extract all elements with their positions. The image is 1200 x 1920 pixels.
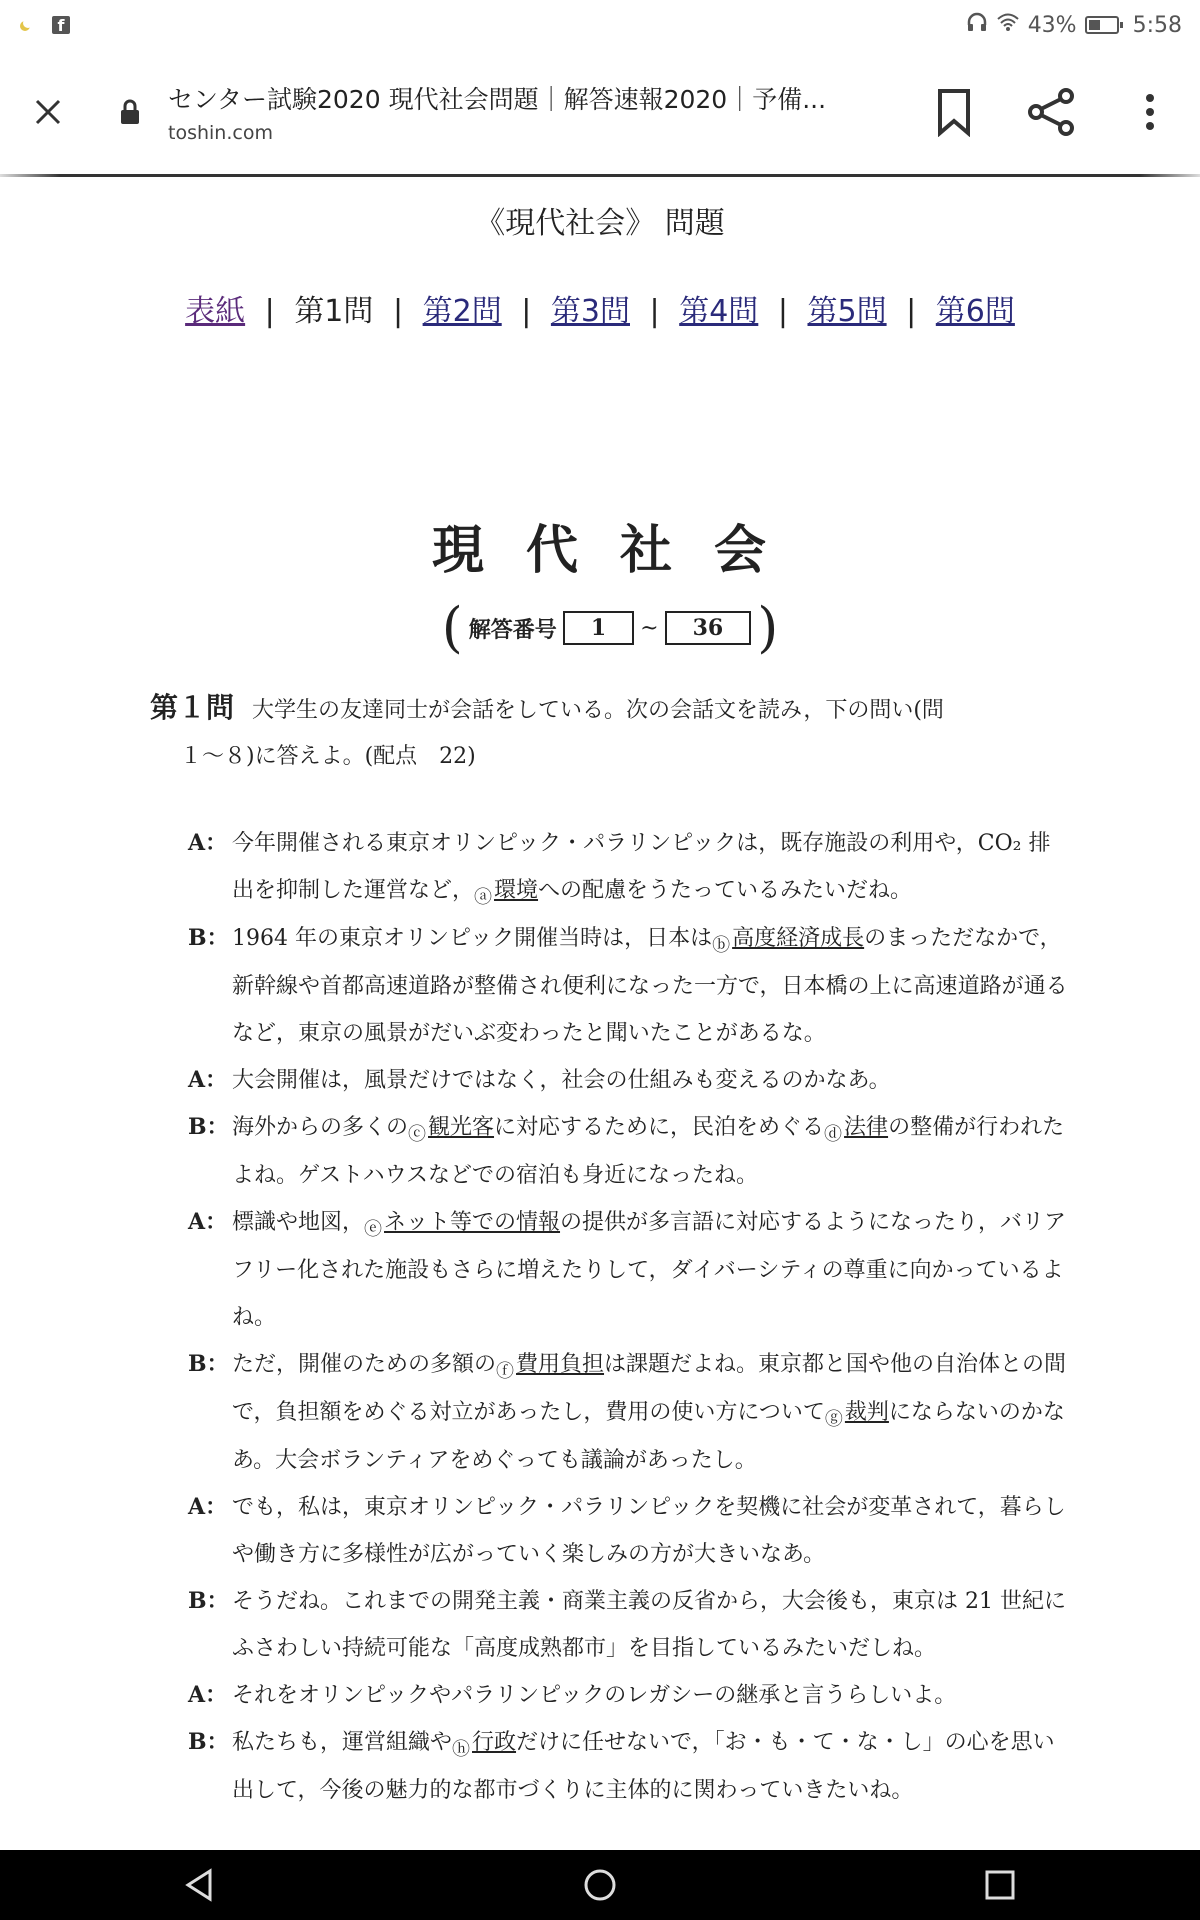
utterance-text: の提供が多言語に対応するようになったり，バリアフリー化された施設もさらに増えたりして，ダイバーシティの尊重に向かっているよね。: [232, 1210, 1067, 1330]
bookmark-button[interactable]: [924, 82, 984, 142]
circled-marker: ⓗ: [452, 1739, 471, 1760]
url-area[interactable]: [168, 80, 888, 144]
dialogue-turn: [188, 1199, 1070, 1341]
battery-fill: [1089, 20, 1100, 30]
utterance-text: の整備が行われたよね。ゲストハウスなどでの宿泊も身近になったね。: [232, 1115, 1065, 1188]
dialogue: [150, 820, 1070, 1814]
speaker-label: A：: [188, 1682, 228, 1708]
nav-separator: |: [649, 294, 660, 329]
utterance: [232, 820, 1070, 915]
utterance: [232, 1341, 1070, 1484]
speaker-label: A：: [188, 1067, 228, 1093]
nav-link-q2[interactable]: 第2問: [422, 294, 502, 329]
answer-start-box: 1: [563, 611, 634, 645]
close-icon: [32, 96, 64, 128]
home-circle-icon: [582, 1867, 618, 1903]
utterance: [232, 1578, 1070, 1672]
toolbar-divider: [0, 174, 1200, 177]
nav-separator: |: [264, 294, 275, 329]
utterance-text: 海外からの多くの: [232, 1115, 409, 1140]
nav-link-q6[interactable]: 第6問: [935, 294, 1015, 329]
utterance-text: だけに任せないで，「お・も・て・な・し」の心を思い出して，今後の魅力的な都市づくりに主体的に関わっていきたいね。: [232, 1730, 1055, 1803]
question-header: [150, 685, 1070, 780]
utterance: [232, 1719, 1070, 1814]
nav-separator: |: [906, 294, 917, 329]
dialogue-turn: [188, 820, 1070, 915]
recents-square-icon: [982, 1867, 1018, 1903]
domain-text: toshin.com: [168, 122, 273, 144]
headphones-icon: [966, 11, 988, 39]
utterance-text: それをオリンピックやパラリンピックのレガシーの継承と言うらしいよ。: [232, 1683, 957, 1708]
dialogue-turn: [188, 1104, 1070, 1199]
utterance-text: への配慮をうたっているみたいだね。: [538, 878, 913, 903]
answer-end-box: 36: [665, 611, 752, 645]
back-button[interactable]: [165, 1850, 235, 1920]
utterance-text: でも，私は，東京オリンピック・パラリンピックを契機に社会が変革されて，暮らしや働き方に多様性が広がっていく楽しみの方が大きいなあ。: [232, 1495, 1066, 1567]
utterance-text: 今年開催される東京オリンピック・パラリンピックは，既存施設の利用や，CO₂ 排出を抑制した運営など，: [232, 831, 1051, 903]
circled-marker: ⓑ: [712, 935, 731, 956]
back-triangle-icon: [182, 1867, 218, 1903]
underlined-term: 行政: [472, 1730, 517, 1755]
dialogue-turn: [188, 1057, 1070, 1104]
speaker-label: A：: [188, 1209, 228, 1235]
section-title: 《現代社会》 問題: [475, 206, 725, 241]
utterance-text: 大会開催は，風景だけではなく，社会の仕組みも変えるのかなあ。: [232, 1068, 891, 1093]
battery-icon: [1085, 16, 1119, 34]
circled-marker: ⓕ: [496, 1361, 515, 1382]
clock: 5:58: [1132, 12, 1182, 38]
utterance: [232, 1199, 1070, 1341]
utterance-text: は課題だよね。東京都と国や他の自治体との間で，負担額をめぐる対立があったし，費用の使い方について: [232, 1352, 1067, 1425]
share-button[interactable]: [1022, 82, 1082, 142]
nav-link-q3[interactable]: 第3問: [550, 294, 630, 329]
answer-label: 解答番号: [468, 616, 557, 643]
utterance: [232, 1672, 1070, 1719]
utterance-text: にならないのかなあ。大会ボランティアをめぐっても議論があったし。: [232, 1400, 1065, 1473]
dialogue-turn: [188, 1578, 1070, 1672]
nav-link-q4[interactable]: 第4問: [679, 294, 759, 329]
speaker-label: B：: [188, 1588, 229, 1614]
page-title: センター試験2020 現代社会問題｜解答速報2020｜予備...: [168, 85, 827, 114]
lock-icon: [112, 99, 148, 125]
speaker-label: B：: [188, 1114, 229, 1140]
utterance-text: 私たちも，運営組織や: [232, 1730, 453, 1755]
close-button[interactable]: [0, 64, 96, 160]
status-bar: [0, 0, 1200, 50]
moon-icon: [18, 15, 38, 35]
circled-marker: ⓐ: [474, 887, 493, 908]
utterance-text: のまっただなかで，新幹線や首都高速道路が整備され便利になった一方で，日本橋の上に高速道路が通るなど，東京の風景がだいぶ変わったと聞いたことがあるな。: [232, 926, 1068, 1046]
dialogue-turn: [188, 1341, 1070, 1484]
answer-tilde: ~: [640, 615, 659, 641]
circled-marker: ⓖ: [824, 1409, 843, 1430]
nav-current-q1: 第1問: [294, 294, 374, 329]
question-text-cont: １～８)に答えよ。(配点 22): [180, 744, 476, 769]
speaker-label: B：: [188, 925, 229, 951]
dialogue-turn: [188, 1484, 1070, 1578]
utterance-text: ただ，開催のための多額の: [232, 1352, 497, 1377]
underlined-term: 環境: [494, 878, 539, 903]
utterance: [232, 1484, 1070, 1578]
underlined-term: 観光客: [428, 1115, 495, 1140]
speaker-label: A：: [188, 1494, 228, 1520]
utterance-text: 1964 年の東京オリンピック開催当時は，日本は: [232, 926, 713, 951]
bookmark-icon: [934, 87, 974, 137]
utterance-text: そうだね。これまでの開発主義・商業主義の反省から，大会後も，東京は 21 世紀にふさわしい持続可能な「高度成熟都市」を目指しているみたいだしね。: [232, 1589, 1066, 1661]
speaker-label: B：: [188, 1351, 229, 1377]
question-text: 大学生の友達同士が会話をしている。次の会話文を読み，下の問い(問: [252, 698, 944, 723]
utterance: [232, 1104, 1070, 1199]
question-nav: [0, 286, 1200, 330]
nav-separator: |: [392, 294, 404, 329]
circled-marker: ⓒ: [408, 1124, 427, 1145]
utterance: [232, 915, 1070, 1057]
more-options-button[interactable]: [1120, 82, 1180, 142]
dialogue-turn: [188, 1672, 1070, 1719]
answer-range: ( 解答番号 1 ~ 36 ): [441, 596, 779, 659]
nav-link-q5[interactable]: 第5問: [807, 294, 887, 329]
facebook-icon: f: [52, 16, 70, 34]
speaker-label: A：: [188, 830, 228, 856]
underlined-term: 法律: [844, 1115, 889, 1140]
custom-tab-toolbar: [0, 50, 1200, 174]
circled-marker: ⓔ: [364, 1219, 383, 1240]
nav-separator: |: [777, 294, 788, 329]
nav-separator: |: [521, 294, 532, 329]
home-button[interactable]: [565, 1850, 635, 1920]
more-vert-icon: [1144, 92, 1156, 132]
exam-scan-image: [150, 508, 1070, 1814]
utterance-text: 標識や地図，: [232, 1210, 365, 1235]
recents-button[interactable]: [965, 1850, 1035, 1920]
dialogue-turn: [188, 1719, 1070, 1814]
exam-title: 現代社会: [431, 520, 808, 581]
wifi-icon: [996, 12, 1020, 38]
utterance: [232, 1057, 1070, 1104]
system-nav-bar: [0, 1850, 1200, 1920]
circled-marker: ⓓ: [824, 1124, 843, 1145]
underlined-term: ネット等での情報: [384, 1210, 561, 1235]
question-number: 第１問: [150, 691, 235, 724]
underlined-term: 費用負担: [516, 1352, 605, 1377]
underlined-term: 裁判: [844, 1400, 889, 1425]
nav-link-cover[interactable]: 表紙: [185, 294, 246, 329]
page-content: [0, 178, 1200, 1850]
utterance-text: に対応するために，民泊をめぐる: [494, 1115, 825, 1140]
speaker-label: B：: [188, 1729, 229, 1755]
dialogue-turn: [188, 915, 1070, 1057]
underlined-term: 高度経済成長: [732, 926, 865, 951]
share-icon: [1026, 86, 1078, 138]
battery-percent: 43%: [1027, 12, 1077, 38]
